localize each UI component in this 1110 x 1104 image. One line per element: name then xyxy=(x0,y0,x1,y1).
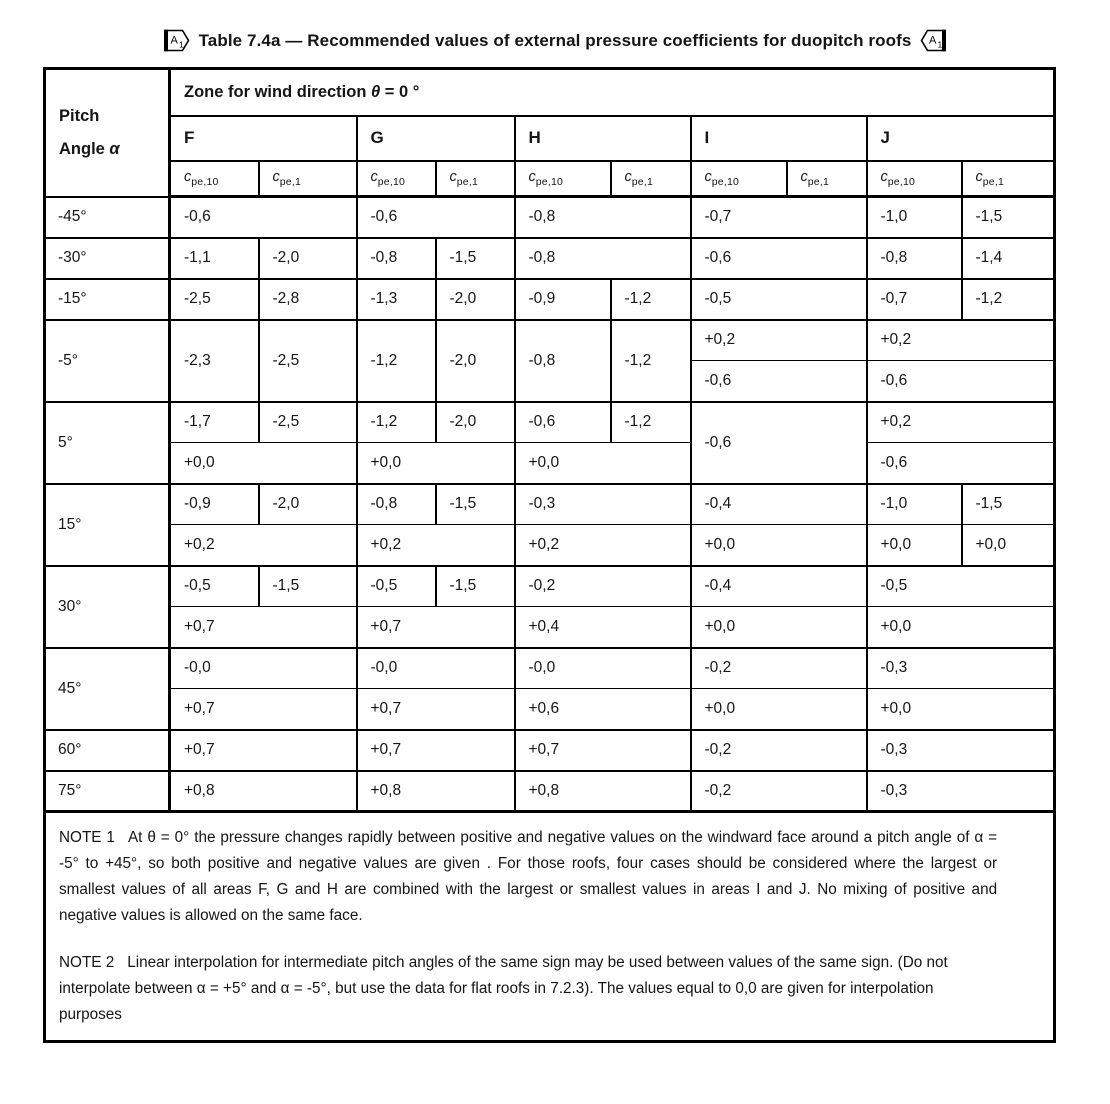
note-1-text: At θ = 0° the pressure changes rapidly between positive and negative values on the windward face around a pitch angle of α = -5° to +45°, so both positive and negative values are given . For those roofs, four cases should be considered where the largest or smallest values of all areas F, G and H are combined with the largest or smallest values in areas I and J. No mixing of positive and negative values is allowed on the same face. xyxy=(59,829,998,924)
coefficient-cell: -0,2 xyxy=(691,648,867,689)
coefficient-cell: -0,2 xyxy=(691,771,867,812)
coefficient-cell: -1,2 xyxy=(357,402,436,443)
coefficient-cell: -0,0 xyxy=(515,648,691,689)
coefficient-cell: +0,2 xyxy=(357,525,515,566)
table-row xyxy=(45,566,1055,607)
table-row xyxy=(45,607,1055,648)
coefficient-cell: +0,0 xyxy=(515,443,691,484)
table-body xyxy=(45,197,1055,812)
note-2-label: NOTE 2 xyxy=(59,954,115,971)
table-row xyxy=(45,238,1055,279)
coefficient-cell: +0,2 xyxy=(867,402,1055,443)
table-row xyxy=(45,730,1055,771)
table-row xyxy=(45,279,1055,320)
coefficient-cell: -1,2 xyxy=(962,279,1055,320)
table-row xyxy=(45,525,1055,566)
note-1-label: NOTE 1 xyxy=(59,829,115,846)
coefficient-cell: +0,0 xyxy=(867,525,962,566)
coefficient-cell: -0,0 xyxy=(357,648,515,689)
zone-col-header-h: H xyxy=(515,116,691,161)
coefficient-cell: -0,0 xyxy=(170,648,357,689)
pitch-angle-cell: 5° xyxy=(45,402,170,484)
coefficient-cell: +0,8 xyxy=(515,771,691,812)
coefficient-cell: +0,0 xyxy=(691,689,867,730)
coefficient-cell: -1,5 xyxy=(436,566,515,607)
pressure-coefficient-table xyxy=(43,67,1056,1043)
coefficient-cell: -0,8 xyxy=(515,238,691,279)
coefficient-cell: -2,0 xyxy=(436,279,515,320)
coefficient-cell: -0,8 xyxy=(357,484,436,525)
coef-col-header-cpe1: $c_{pe,1}$ xyxy=(962,161,1055,197)
header-row-coefficients xyxy=(45,161,1055,197)
svg-text:1: 1 xyxy=(937,39,943,50)
coefficient-cell: -1,3 xyxy=(357,279,436,320)
coefficient-cell: -2,5 xyxy=(259,402,357,443)
coefficient-cell: -2,5 xyxy=(170,279,259,320)
coefficient-cell: -0,3 xyxy=(867,648,1055,689)
table-row xyxy=(45,648,1055,689)
coefficient-cell: +0,7 xyxy=(357,730,515,771)
coefficient-cell: -2,0 xyxy=(436,402,515,443)
table-title xyxy=(0,0,1110,52)
svg-text:1: 1 xyxy=(178,39,184,50)
pitch-angle-cell: 45° xyxy=(45,648,170,730)
notes-cell xyxy=(45,812,1055,1042)
coefficient-cell: -0,6 xyxy=(515,402,611,443)
note-1 xyxy=(59,825,997,929)
coefficient-cell: -0,6 xyxy=(357,197,515,238)
coefficient-cell: -0,3 xyxy=(515,484,691,525)
coefficient-cell: -1,2 xyxy=(611,320,691,402)
coefficient-cell: +0,2 xyxy=(515,525,691,566)
pitch-angle-cell: -30° xyxy=(45,238,170,279)
coef-col-header-cpe10: $c_{pe,10}$ xyxy=(357,161,436,197)
pitch-label-line2: Angle α xyxy=(59,140,120,159)
zone-direction-header: Zone for wind direction θ = 0 ° xyxy=(170,69,1055,116)
coef-col-header-cpe10: $c_{pe,10}$ xyxy=(515,161,611,197)
header-row-zones xyxy=(45,116,1055,161)
coefficient-cell: -1,1 xyxy=(170,238,259,279)
coefficient-cell: -0,3 xyxy=(867,730,1055,771)
coefficient-cell: +0,0 xyxy=(867,689,1055,730)
coefficient-cell: -2,0 xyxy=(259,238,357,279)
coefficient-cell: -0,7 xyxy=(867,279,962,320)
coefficient-cell: -0,5 xyxy=(691,279,867,320)
coefficient-cell: +0,8 xyxy=(357,771,515,812)
coefficient-cell: +0,2 xyxy=(867,320,1055,361)
coefficient-cell: +0,4 xyxy=(515,607,691,648)
coefficient-cell: +0,0 xyxy=(170,443,357,484)
coefficient-cell: -0,7 xyxy=(691,197,867,238)
pitch-angle-cell: 75° xyxy=(45,771,170,812)
coefficient-cell: -0,6 xyxy=(691,361,867,402)
coefficient-cell: -0,4 xyxy=(691,484,867,525)
coefficient-cell: -1,2 xyxy=(611,402,691,443)
coefficient-cell: +0,7 xyxy=(515,730,691,771)
coefficient-cell: -0,5 xyxy=(867,566,1055,607)
coefficient-cell: +0,7 xyxy=(170,689,357,730)
coefficient-cell: -0,8 xyxy=(515,197,691,238)
table-row xyxy=(45,402,1055,443)
coefficient-cell: -0,2 xyxy=(691,730,867,771)
pitch-angle-cell: -15° xyxy=(45,279,170,320)
coefficient-cell: +0,7 xyxy=(357,689,515,730)
coefficient-cell: -0,4 xyxy=(691,566,867,607)
coefficient-cell: +0,7 xyxy=(170,607,357,648)
coefficient-cell: -1,2 xyxy=(611,279,691,320)
svg-text:A: A xyxy=(929,34,937,47)
table-row xyxy=(45,443,1055,484)
note-2-text: Linear interpolation for intermediate pitch angles of the same sign may be used between values of the same sign. (Do not interpolate between α = +5° and α = -5°, but use the data for flat roofs in 7.2.3). The values equal to 0,0 are given for interpolation purposes xyxy=(59,954,948,1023)
coefficient-cell: -0,2 xyxy=(515,566,691,607)
coefficient-cell: -2,8 xyxy=(259,279,357,320)
coefficient-cell: -1,5 xyxy=(962,197,1055,238)
coefficient-cell: +0,0 xyxy=(357,443,515,484)
coefficient-cell: -0,9 xyxy=(170,484,259,525)
coefficient-cell: +0,0 xyxy=(691,607,867,648)
coef-col-header-cpe10: $c_{pe,10}$ xyxy=(691,161,787,197)
table-row xyxy=(45,689,1055,730)
coefficient-cell: +0,2 xyxy=(170,525,357,566)
svg-text:A: A xyxy=(170,34,178,47)
pitch-angle-cell: 30° xyxy=(45,566,170,648)
coefficient-cell: +0,0 xyxy=(867,607,1055,648)
coefficient-cell: +0,2 xyxy=(691,320,867,361)
table-row xyxy=(45,320,1055,361)
coefficient-cell: +0,0 xyxy=(691,525,867,566)
coefficient-cell: -0,5 xyxy=(357,566,436,607)
pitch-angle-cell: 60° xyxy=(45,730,170,771)
coef-col-header-cpe1: $c_{pe,1}$ xyxy=(787,161,867,197)
pitch-label-line1: Pitch xyxy=(59,106,100,125)
coef-col-header-cpe10: $c_{pe,10}$ xyxy=(867,161,962,197)
coefficient-cell: -2,5 xyxy=(259,320,357,402)
coefficient-cell: +0,7 xyxy=(170,730,357,771)
coef-col-header-cpe1: $c_{pe,1}$ xyxy=(436,161,515,197)
coefficient-cell: +0,0 xyxy=(962,525,1055,566)
pitch-angle-cell: -5° xyxy=(45,320,170,402)
pitch-angle-cell: 15° xyxy=(45,484,170,566)
coefficient-cell: -0,3 xyxy=(867,771,1055,812)
coefficient-cell: -0,8 xyxy=(867,238,962,279)
coefficient-cell: -1,5 xyxy=(436,238,515,279)
coefficient-cell: -0,6 xyxy=(691,402,867,484)
pitch-angle-header xyxy=(45,69,170,197)
coefficient-cell: -1,5 xyxy=(259,566,357,607)
zone-col-header-g: G xyxy=(357,116,515,161)
coefficient-cell: -1,2 xyxy=(357,320,436,402)
coefficient-cell: -2,3 xyxy=(170,320,259,402)
zone-col-header-j: J xyxy=(867,116,1055,161)
coefficient-cell: -0,8 xyxy=(515,320,611,402)
table-row xyxy=(45,484,1055,525)
coef-col-header-cpe1: $c_{pe,1}$ xyxy=(259,161,357,197)
zone-col-header-f: F xyxy=(170,116,357,161)
note-2 xyxy=(59,950,997,1028)
pitch-angle-cell: -45° xyxy=(45,197,170,238)
coefficient-cell: -0,6 xyxy=(867,361,1055,402)
coef-col-header-cpe1: $c_{pe,1}$ xyxy=(611,161,691,197)
coefficient-cell: +0,8 xyxy=(170,771,357,812)
zone-col-header-i: I xyxy=(691,116,867,161)
table-row xyxy=(45,771,1055,812)
coefficient-cell: -0,8 xyxy=(357,238,436,279)
page-title: Table 7.4a — Recommended values of external pressure coefficients for duopitch roofs xyxy=(198,30,912,50)
coefficient-cell: -0,6 xyxy=(867,443,1055,484)
header-row-zone xyxy=(45,69,1055,116)
amendment-marker-close-icon xyxy=(920,29,946,52)
coefficient-cell: -0,6 xyxy=(170,197,357,238)
coefficient-cell: -1,0 xyxy=(867,197,962,238)
coefficient-cell: -0,5 xyxy=(170,566,259,607)
coefficient-cell: -1,0 xyxy=(867,484,962,525)
coefficient-cell: -1,7 xyxy=(170,402,259,443)
coefficient-cell: -2,0 xyxy=(259,484,357,525)
notes-row xyxy=(45,812,1055,1042)
amendment-marker-open-icon xyxy=(164,29,190,52)
coefficient-cell: +0,7 xyxy=(357,607,515,648)
coefficient-cell: -0,6 xyxy=(691,238,867,279)
coefficient-cell: -1,4 xyxy=(962,238,1055,279)
table-row xyxy=(45,197,1055,238)
coefficient-cell: -1,5 xyxy=(962,484,1055,525)
coefficient-cell: -0,9 xyxy=(515,279,611,320)
coefficient-cell: +0,6 xyxy=(515,689,691,730)
coef-col-header-cpe10: $c_{pe,10}$ xyxy=(170,161,259,197)
coefficient-cell: -2,0 xyxy=(436,320,515,402)
coefficient-cell: -1,5 xyxy=(436,484,515,525)
